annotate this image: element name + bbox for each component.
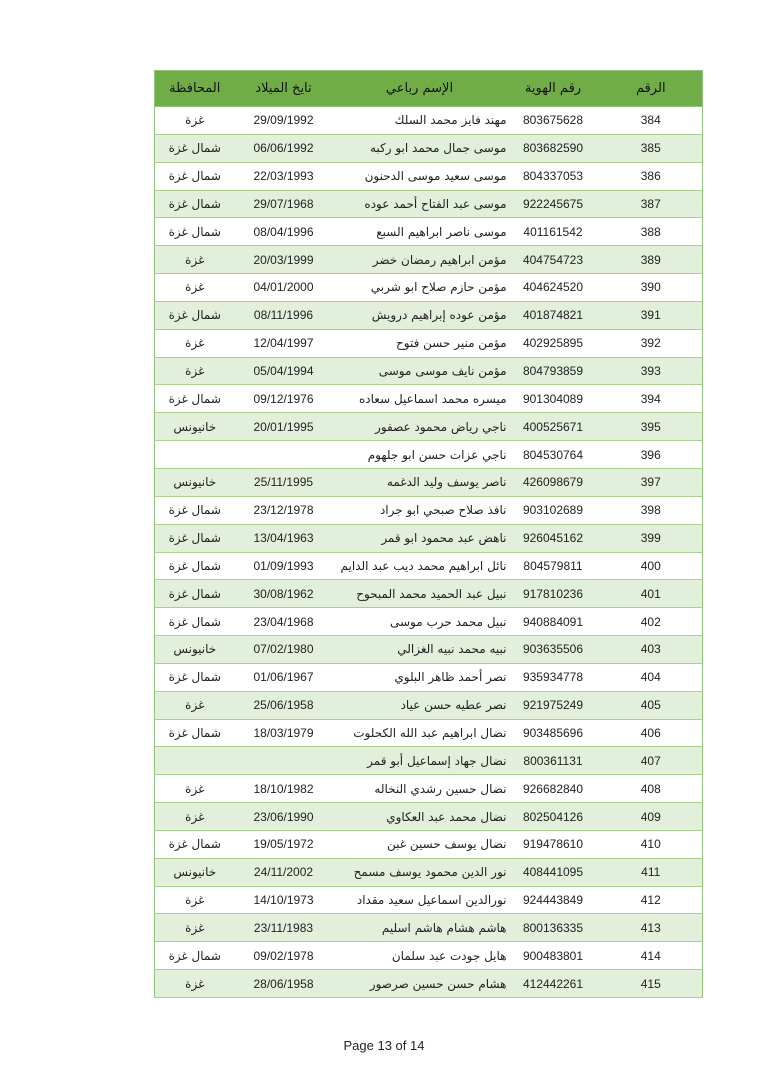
full-name-cell: نائل ابراهيم محمد ديب عبد الدايم xyxy=(333,552,507,580)
full-name-cell: نافذ صلاح صبحي ابو جراد xyxy=(333,496,507,524)
governorate-cell: شمال غزة xyxy=(155,524,235,552)
governorate-cell: غزة xyxy=(155,329,235,357)
table-row xyxy=(155,691,703,719)
full-name-cell: مؤمن حازم صلاح ابو شربي xyxy=(333,274,507,302)
id-number-cell: 802504126 xyxy=(507,803,600,831)
governorate-cell: غزة xyxy=(155,970,235,998)
birth-date-cell: 20/03/1999 xyxy=(235,246,333,274)
full-name-cell: نور الدين محمود يوسف مسمح xyxy=(333,858,507,886)
birth-date-cell: 01/06/1967 xyxy=(235,663,333,691)
table-row xyxy=(155,301,703,329)
governorate-cell: شمال غزة xyxy=(155,608,235,636)
full-name-cell: ناجي رياض محمود عصفور xyxy=(333,413,507,441)
table-row xyxy=(155,942,703,970)
birth-date-cell: 22/03/1993 xyxy=(235,162,333,190)
birth-date-cell: 29/07/1968 xyxy=(235,190,333,218)
full-name-cell: نصر عطيه حسن عياد xyxy=(333,691,507,719)
row-number-cell: 413 xyxy=(600,914,703,942)
row-number-cell: 397 xyxy=(600,468,703,496)
id-number-cell: 900483801 xyxy=(507,942,600,970)
row-number-cell: 409 xyxy=(600,803,703,831)
table-row xyxy=(155,134,703,162)
table-row xyxy=(155,608,703,636)
birth-date-cell: 01/09/1993 xyxy=(235,552,333,580)
row-number-cell: 411 xyxy=(600,858,703,886)
birth-date-cell: 29/09/1992 xyxy=(235,107,333,135)
governorate-cell: خانيونس xyxy=(155,636,235,664)
row-number-cell: 406 xyxy=(600,719,703,747)
header-birth-date: تايخ الميلاد xyxy=(235,71,333,107)
id-number-cell: 402925895 xyxy=(507,329,600,357)
birth-date-cell: 25/06/1958 xyxy=(235,691,333,719)
full-name-cell: موسى عبد الفتاح أحمد عوده xyxy=(333,190,507,218)
id-number-cell: 903102689 xyxy=(507,496,600,524)
row-number-cell: 396 xyxy=(600,441,703,469)
table-row xyxy=(155,970,703,998)
birth-date-cell: 06/06/1992 xyxy=(235,134,333,162)
id-number-cell: 426098679 xyxy=(507,468,600,496)
table-row xyxy=(155,496,703,524)
birth-date-cell: 23/11/1983 xyxy=(235,914,333,942)
id-number-cell: 404624520 xyxy=(507,274,600,302)
id-number-cell: 922245675 xyxy=(507,190,600,218)
row-number-cell: 392 xyxy=(600,329,703,357)
header-full-name: الإسم رباعي xyxy=(333,71,507,107)
governorate-cell: شمال غزة xyxy=(155,663,235,691)
table-row xyxy=(155,468,703,496)
row-number-cell: 402 xyxy=(600,608,703,636)
table-row xyxy=(155,663,703,691)
full-name-cell: نورالدين اسماعيل سعيد مقداد xyxy=(333,886,507,914)
names-table xyxy=(154,70,703,998)
table-row xyxy=(155,162,703,190)
row-number-cell: 410 xyxy=(600,830,703,858)
governorate-cell: خانيونس xyxy=(155,413,235,441)
governorate-cell: شمال غزة xyxy=(155,580,235,608)
id-number-cell: 804579811 xyxy=(507,552,600,580)
birth-date-cell: 23/06/1990 xyxy=(235,803,333,831)
governorate-cell: شمال غزة xyxy=(155,552,235,580)
full-name-cell: ميسره محمد اسماعيل سعاده xyxy=(333,385,507,413)
full-name-cell: هايل جودت عبد سلمان xyxy=(333,942,507,970)
table-row xyxy=(155,914,703,942)
governorate-cell: غزة xyxy=(155,357,235,385)
full-name-cell: موسى جمال محمد ابو ركبه xyxy=(333,134,507,162)
birth-date-cell: 18/03/1979 xyxy=(235,719,333,747)
id-number-cell: 919478610 xyxy=(507,830,600,858)
governorate-cell: شمال غزة xyxy=(155,134,235,162)
header-governorate: المحافظة xyxy=(155,71,235,107)
governorate-cell: خانيونس xyxy=(155,858,235,886)
id-number-cell: 926045162 xyxy=(507,524,600,552)
governorate-cell: شمال غزة xyxy=(155,496,235,524)
table-row xyxy=(155,886,703,914)
birth-date-cell: 28/06/1958 xyxy=(235,970,333,998)
row-number-cell: 407 xyxy=(600,747,703,775)
governorate-cell: شمال غزة xyxy=(155,719,235,747)
birth-date-cell xyxy=(235,441,333,469)
id-number-cell: 903635506 xyxy=(507,636,600,664)
id-number-cell: 803682590 xyxy=(507,134,600,162)
id-number-cell: 400525671 xyxy=(507,413,600,441)
full-name-cell: نصر أحمد ظاهر البلوي xyxy=(333,663,507,691)
row-number-cell: 404 xyxy=(600,663,703,691)
birth-date-cell: 05/04/1994 xyxy=(235,357,333,385)
governorate-cell: غزة xyxy=(155,775,235,803)
full-name-cell: مؤمن منير حسن فتوح xyxy=(333,329,507,357)
row-number-cell: 394 xyxy=(600,385,703,413)
table-row xyxy=(155,246,703,274)
birth-date-cell: 12/04/1997 xyxy=(235,329,333,357)
table-row xyxy=(155,636,703,664)
birth-date-cell: 14/10/1973 xyxy=(235,886,333,914)
id-number-cell: 408441095 xyxy=(507,858,600,886)
governorate-cell xyxy=(155,747,235,775)
id-number-cell: 901304089 xyxy=(507,385,600,413)
row-number-cell: 403 xyxy=(600,636,703,664)
table-row xyxy=(155,107,703,135)
full-name-cell: نضال يوسف حسين غبن xyxy=(333,830,507,858)
row-number-cell: 412 xyxy=(600,886,703,914)
birth-date-cell: 08/04/1996 xyxy=(235,218,333,246)
id-number-cell: 935934778 xyxy=(507,663,600,691)
id-number-cell: 940884091 xyxy=(507,608,600,636)
full-name-cell: مؤمن نايف موسى موسى xyxy=(333,357,507,385)
birth-date-cell: 07/02/1980 xyxy=(235,636,333,664)
table-row xyxy=(155,552,703,580)
full-name-cell: موسى ناصر ابراهيم السبع xyxy=(333,218,507,246)
full-name-cell: نضال جهاد إسماعيل أبو قمر xyxy=(333,747,507,775)
full-name-cell: مؤمن عوده إبراهيم درويش xyxy=(333,301,507,329)
table-row xyxy=(155,190,703,218)
table-row xyxy=(155,803,703,831)
birth-date-cell: 09/02/1978 xyxy=(235,942,333,970)
table-row xyxy=(155,524,703,552)
birth-date-cell: 13/04/1963 xyxy=(235,524,333,552)
id-number-cell: 804337053 xyxy=(507,162,600,190)
row-number-cell: 399 xyxy=(600,524,703,552)
birth-date-cell xyxy=(235,747,333,775)
governorate-cell: غزة xyxy=(155,107,235,135)
id-number-cell: 803675628 xyxy=(507,107,600,135)
birth-date-cell: 08/11/1996 xyxy=(235,301,333,329)
id-number-cell: 804793859 xyxy=(507,357,600,385)
governorate-cell: غزة xyxy=(155,914,235,942)
governorate-cell: غزة xyxy=(155,803,235,831)
full-name-cell: نضال ابراهيم عبد الله الكحلوت xyxy=(333,719,507,747)
birth-date-cell: 23/04/1968 xyxy=(235,608,333,636)
table-row xyxy=(155,580,703,608)
row-number-cell: 389 xyxy=(600,246,703,274)
table-row xyxy=(155,385,703,413)
full-name-cell: ناهض عبد محمود ابو قمر xyxy=(333,524,507,552)
full-name-cell: هشام حسن حسين صرصور xyxy=(333,970,507,998)
table-row xyxy=(155,858,703,886)
full-name-cell: ناجي عزات حسن ابو جلهوم xyxy=(333,441,507,469)
page-footer: Page 13 of 14 xyxy=(343,1038,425,1053)
header-number: الرقم xyxy=(600,71,703,107)
id-number-cell: 800136335 xyxy=(507,914,600,942)
table-row xyxy=(155,747,703,775)
governorate-cell: شمال غزة xyxy=(155,190,235,218)
full-name-cell: مؤمن ابراهيم رمضان خضر xyxy=(333,246,507,274)
governorate-cell: خانيونس xyxy=(155,468,235,496)
governorate-cell: شمال غزة xyxy=(155,830,235,858)
birth-date-cell: 23/12/1978 xyxy=(235,496,333,524)
row-number-cell: 391 xyxy=(600,301,703,329)
row-number-cell: 393 xyxy=(600,357,703,385)
id-number-cell: 412442261 xyxy=(507,970,600,998)
id-number-cell: 804530764 xyxy=(507,441,600,469)
id-number-cell: 404754723 xyxy=(507,246,600,274)
row-number-cell: 387 xyxy=(600,190,703,218)
birth-date-cell: 20/01/1995 xyxy=(235,413,333,441)
birth-date-cell: 09/12/1976 xyxy=(235,385,333,413)
row-number-cell: 390 xyxy=(600,274,703,302)
birth-date-cell: 30/08/1962 xyxy=(235,580,333,608)
header-id-number: رقم الهوية xyxy=(507,71,600,107)
birth-date-cell: 18/10/1982 xyxy=(235,775,333,803)
governorate-cell: غزة xyxy=(155,886,235,914)
id-number-cell: 924443849 xyxy=(507,886,600,914)
table-row xyxy=(155,441,703,469)
row-number-cell: 388 xyxy=(600,218,703,246)
id-number-cell: 921975249 xyxy=(507,691,600,719)
header-row xyxy=(155,71,703,107)
id-number-cell: 926682840 xyxy=(507,775,600,803)
row-number-cell: 401 xyxy=(600,580,703,608)
governorate-cell: شمال غزة xyxy=(155,942,235,970)
row-number-cell: 386 xyxy=(600,162,703,190)
full-name-cell: نبيل محمد حرب موسى xyxy=(333,608,507,636)
full-name-cell: نبيه محمد نبيه الغزالي xyxy=(333,636,507,664)
full-name-cell: نضال حسين رشدي النخاله xyxy=(333,775,507,803)
id-number-cell: 903485696 xyxy=(507,719,600,747)
birth-date-cell: 04/01/2000 xyxy=(235,274,333,302)
id-number-cell: 800361131 xyxy=(507,747,600,775)
full-name-cell: هاشم هشام هاشم اسليم xyxy=(333,914,507,942)
full-name-cell: نضال محمد عبد العكاوي xyxy=(333,803,507,831)
table-row xyxy=(155,775,703,803)
table-row xyxy=(155,218,703,246)
row-number-cell: 414 xyxy=(600,942,703,970)
row-number-cell: 384 xyxy=(600,107,703,135)
row-number-cell: 400 xyxy=(600,552,703,580)
governorate-cell: شمال غزة xyxy=(155,218,235,246)
table-row xyxy=(155,719,703,747)
birth-date-cell: 25/11/1995 xyxy=(235,468,333,496)
row-number-cell: 415 xyxy=(600,970,703,998)
full-name-cell: نبيل عبد الحميد محمد المبحوح xyxy=(333,580,507,608)
governorate-cell: غزة xyxy=(155,274,235,302)
table-body xyxy=(155,107,703,998)
full-name-cell: موسى سعيد موسى الدحنون xyxy=(333,162,507,190)
table-row xyxy=(155,329,703,357)
governorate-cell: شمال غزة xyxy=(155,301,235,329)
birth-date-cell: 24/11/2002 xyxy=(235,858,333,886)
full-name-cell: ناصر يوسف وليد الدغمه xyxy=(333,468,507,496)
id-number-cell: 917810236 xyxy=(507,580,600,608)
row-number-cell: 398 xyxy=(600,496,703,524)
governorate-cell: غزة xyxy=(155,246,235,274)
row-number-cell: 395 xyxy=(600,413,703,441)
table-row xyxy=(155,274,703,302)
birth-date-cell: 19/05/1972 xyxy=(235,830,333,858)
row-number-cell: 408 xyxy=(600,775,703,803)
table-row xyxy=(155,830,703,858)
id-number-cell: 401874821 xyxy=(507,301,600,329)
row-number-cell: 405 xyxy=(600,691,703,719)
table-row xyxy=(155,413,703,441)
id-number-cell: 401161542 xyxy=(507,218,600,246)
table-header xyxy=(155,71,703,107)
table-row xyxy=(155,357,703,385)
full-name-cell: مهند فايز محمد السلك xyxy=(333,107,507,135)
row-number-cell: 385 xyxy=(600,134,703,162)
governorate-cell: شمال غزة xyxy=(155,162,235,190)
governorate-cell xyxy=(155,441,235,469)
governorate-cell: غزة xyxy=(155,691,235,719)
governorate-cell: شمال غزة xyxy=(155,385,235,413)
